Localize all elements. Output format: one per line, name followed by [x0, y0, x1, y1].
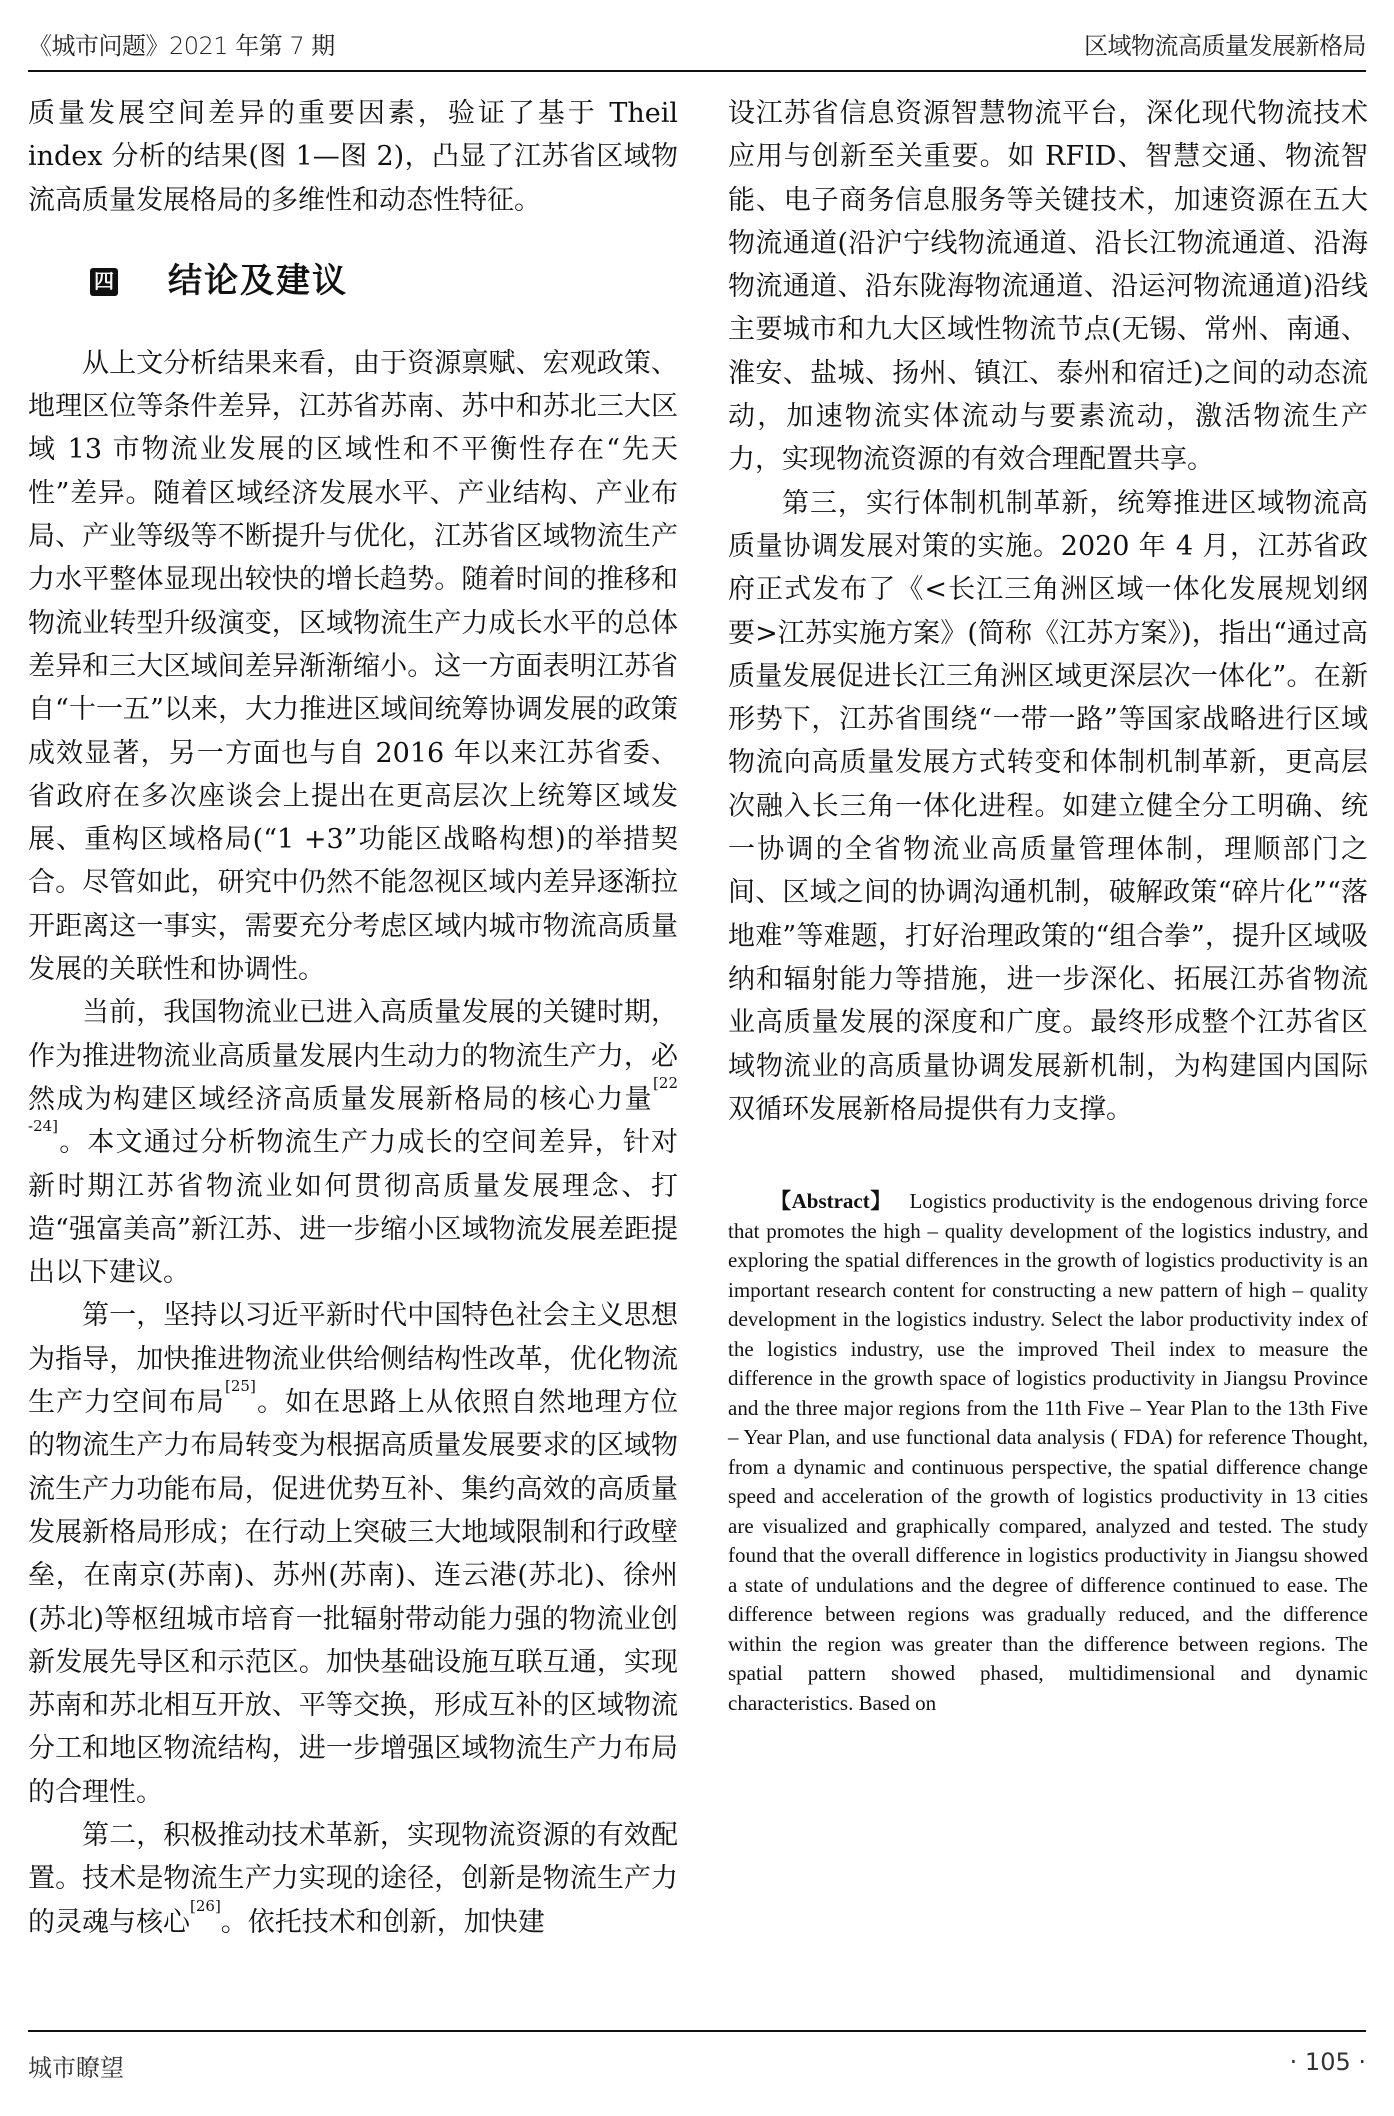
- paragraph-conclusion: 从上文分析结果来看，由于资源禀赋、宏观政策、地理区位等条件差异，江苏省苏南、苏中和苏北三大区域 13 市物流业发展的区域性和不平衡性存在“先天性”差异。随着区域经济发展水平、产业结构、产业布局、产业等级等不断提升与优化，江苏省区域物流生产力水平整体显现出较快的增长趋势。随着时间的推移和物流业转型升级演变，区域物流生产力成长水平的总体差异和三大区域间差异渐渐缩小。这一方面表明江苏省自“十一五”以来，大力推进区域间统筹协调发展的政策成效显著，另一方面也与自 2016 年以来江苏省委、省政府在多次座谈会上提出在更高层次上统筹区域发展、重构区域格局(“1 +3”功能区战略构想)的举措契合。尽管如此，研究中仍然不能忽视区域内差异逐渐拉开距离这一事实，需要充分考虑区域内城市物流高质量发展的关联性和协调性。: [28, 347, 678, 986]
- spacer: [728, 1131, 1368, 1187]
- paragraph-suggestion-3: 第三，实行体制机制革新，统筹推进区域物流高质量协调发展对策的实施。2020 年 4 月，江苏省政府正式发布了《<长江三角洲区域一体化发展规划纲要>江苏实施方案》(简称《江苏方案》)，指出“通过高质量发展促进长江三角洲区域更深层次一体化”。在新形势下，江苏省围绕“一带一路”等国家战略进行区域物流向高质量发展方式转变和体制机制革新，更高层次融入长三角一体化进程。如建立健全分工明确、统一协调的全省物流业高质量管理体制，理顺部门之间、区域之间的协调沟通机制，破解政策“碎片化”“落地难”等难题，打好治理政策的“组合拳”，提升区域吸纳和辐射能力等措施，进一步深化、拓展江苏省物流业高质量发展的深度和广度。最终形成整个江苏省区域物流业的高质量协调发展新机制，为构建国内国际双循环发展新格局提供有力支撑。: [728, 487, 1368, 1125]
- citation-ref: [22 -24]: [28, 1073, 678, 1136]
- paragraph-suggestion-1: [28, 1294, 678, 1814]
- intro-fragment: 质量发展空间差异的重要因素，验证了基于 Theil index 分析的结果(图 1—图 2)，凸显了江苏省区域物流高质量发展格局的多维性和动态性特征。: [28, 98, 678, 216]
- footer-divider: [28, 2030, 1366, 2032]
- left-column: [28, 92, 678, 1944]
- abstract-label: 【Abstract】: [770, 1189, 892, 1214]
- journal-issue-header: 《城市问题》2021 年第 7 期: [28, 32, 335, 60]
- paragraph-text: 。本文通过分析物流生产力成长的空间差异，针对新时期江苏省物流业如何贯彻高质量发展理念、打造“强富美高”新江苏、进一步缩小区域物流发展差距提出以下建议。: [28, 1127, 678, 1289]
- header-divider: [28, 70, 1366, 72]
- paragraph-text: 。如在思路上从依照自然地理方位的物流生产力布局转变为根据高质量发展要求的区域物流生产力功能布局，促进优势互补、集约高效的高质量发展新格局形成；在行动上突破三大地域限制和行政壁垒，在南京(苏南)、苏州(苏南)、连云港(苏北)、徐州(苏北)等枢纽城市培育一批辐射带动能力强的物流业创新发展先导区和示范区。加快基础设施互联互通，实现苏南和苏北相互开放、平等交换，形成互补的区域物流分工和地区物流结构，进一步增强区域物流生产力布局的合理性。: [28, 1387, 679, 1808]
- paragraph-text: 。依托技术和创新，加快建: [220, 1906, 545, 1938]
- abstract-text: Logistics productivity is the endogenous driving force that promotes the high – quality development of the logistics industry, and exploring the spatial differences in the growth of logistics productivity is an important research content for constructing a new pattern of high – quality development in the logistics industry. Select the labor productivity index of the logistics industry, use the improved Theil index to measure the difference in the growth space of logistics productivity in Jiangsu Province and the three major regions from the 11th Five – Year Plan to the 13th Five – Year Plan, and use functional data analysis ( FDA) for reference Thought, from a dynamic and continuous perspective, the spatial difference change speed and acceleration of the growth of logistics productivity in 13 cities are visualized and graphically compared, analyzed and tested. The study found that the overall difference in logistics productivity in Jiangsu showed a state of undulations and the degree of difference continued to ease. The difference between regions was gradually reduced, and the difference within the region was greater than the difference between regions. The spatial pattern showed phased, multidimensional and dynamic characteristics. Based on: [728, 1189, 1369, 1715]
- paragraph-suggestion-2: [28, 1814, 678, 1944]
- paragraph-text: 当前，我国物流业已进入高质量发展的关键时期，作为推进物流业高质量发展内生动力的物流生产力，必然成为构建区域经济高质量发展新格局的核心力量: [28, 997, 678, 1115]
- citation-ref: [26]: [190, 1896, 221, 1915]
- section-number-badge: 四: [90, 268, 118, 296]
- paragraph-text: 第二，积极推动技术革新，实现物流资源的有效配置。技术是物流生产力实现的途径，创新是物流生产力的灵魂与核心: [28, 1819, 678, 1938]
- section-heading: [90, 260, 678, 304]
- paragraph-suggestion-2-continued: 设江苏省信息资源智慧物流平台，深化现代物流技术应用与创新至关重要。如 RFID、智慧交通、物流智能、电子商务信息服务等关键技术，加速资源在五大物流通道(沿沪宁线物流通道、沿长江物流通道、沿海物流通道、沿东陇海物流通道、沿运河物流通道)沿线主要城市和九大区域性物流节点(无锡、常州、南通、淮安、盐城、扬州、镇江、泰州和宿迁)之间的动态流动，加速物流实体流动与要素流动，激活物流生产力，实现物流资源的有效合理配置共享。: [728, 98, 1368, 476]
- page-number: · 105 ·: [1289, 2048, 1366, 2076]
- citation-ref: [25]: [225, 1377, 256, 1396]
- section-title: 结论及建议: [168, 261, 348, 302]
- running-title-header: 区域物流高质量发展新格局: [1084, 32, 1366, 60]
- paragraph-text: 第一，坚持以习近平新时代中国特色社会主义思想为指导，加快推进物流业供给侧结构性改革，优化物流生产力空间布局: [28, 1300, 678, 1419]
- right-column: [728, 92, 1368, 1718]
- column-name-footer: 城市瞭望: [28, 2054, 124, 2082]
- abstract: [728, 1187, 1368, 1718]
- paragraph-current-situation: [28, 991, 678, 1294]
